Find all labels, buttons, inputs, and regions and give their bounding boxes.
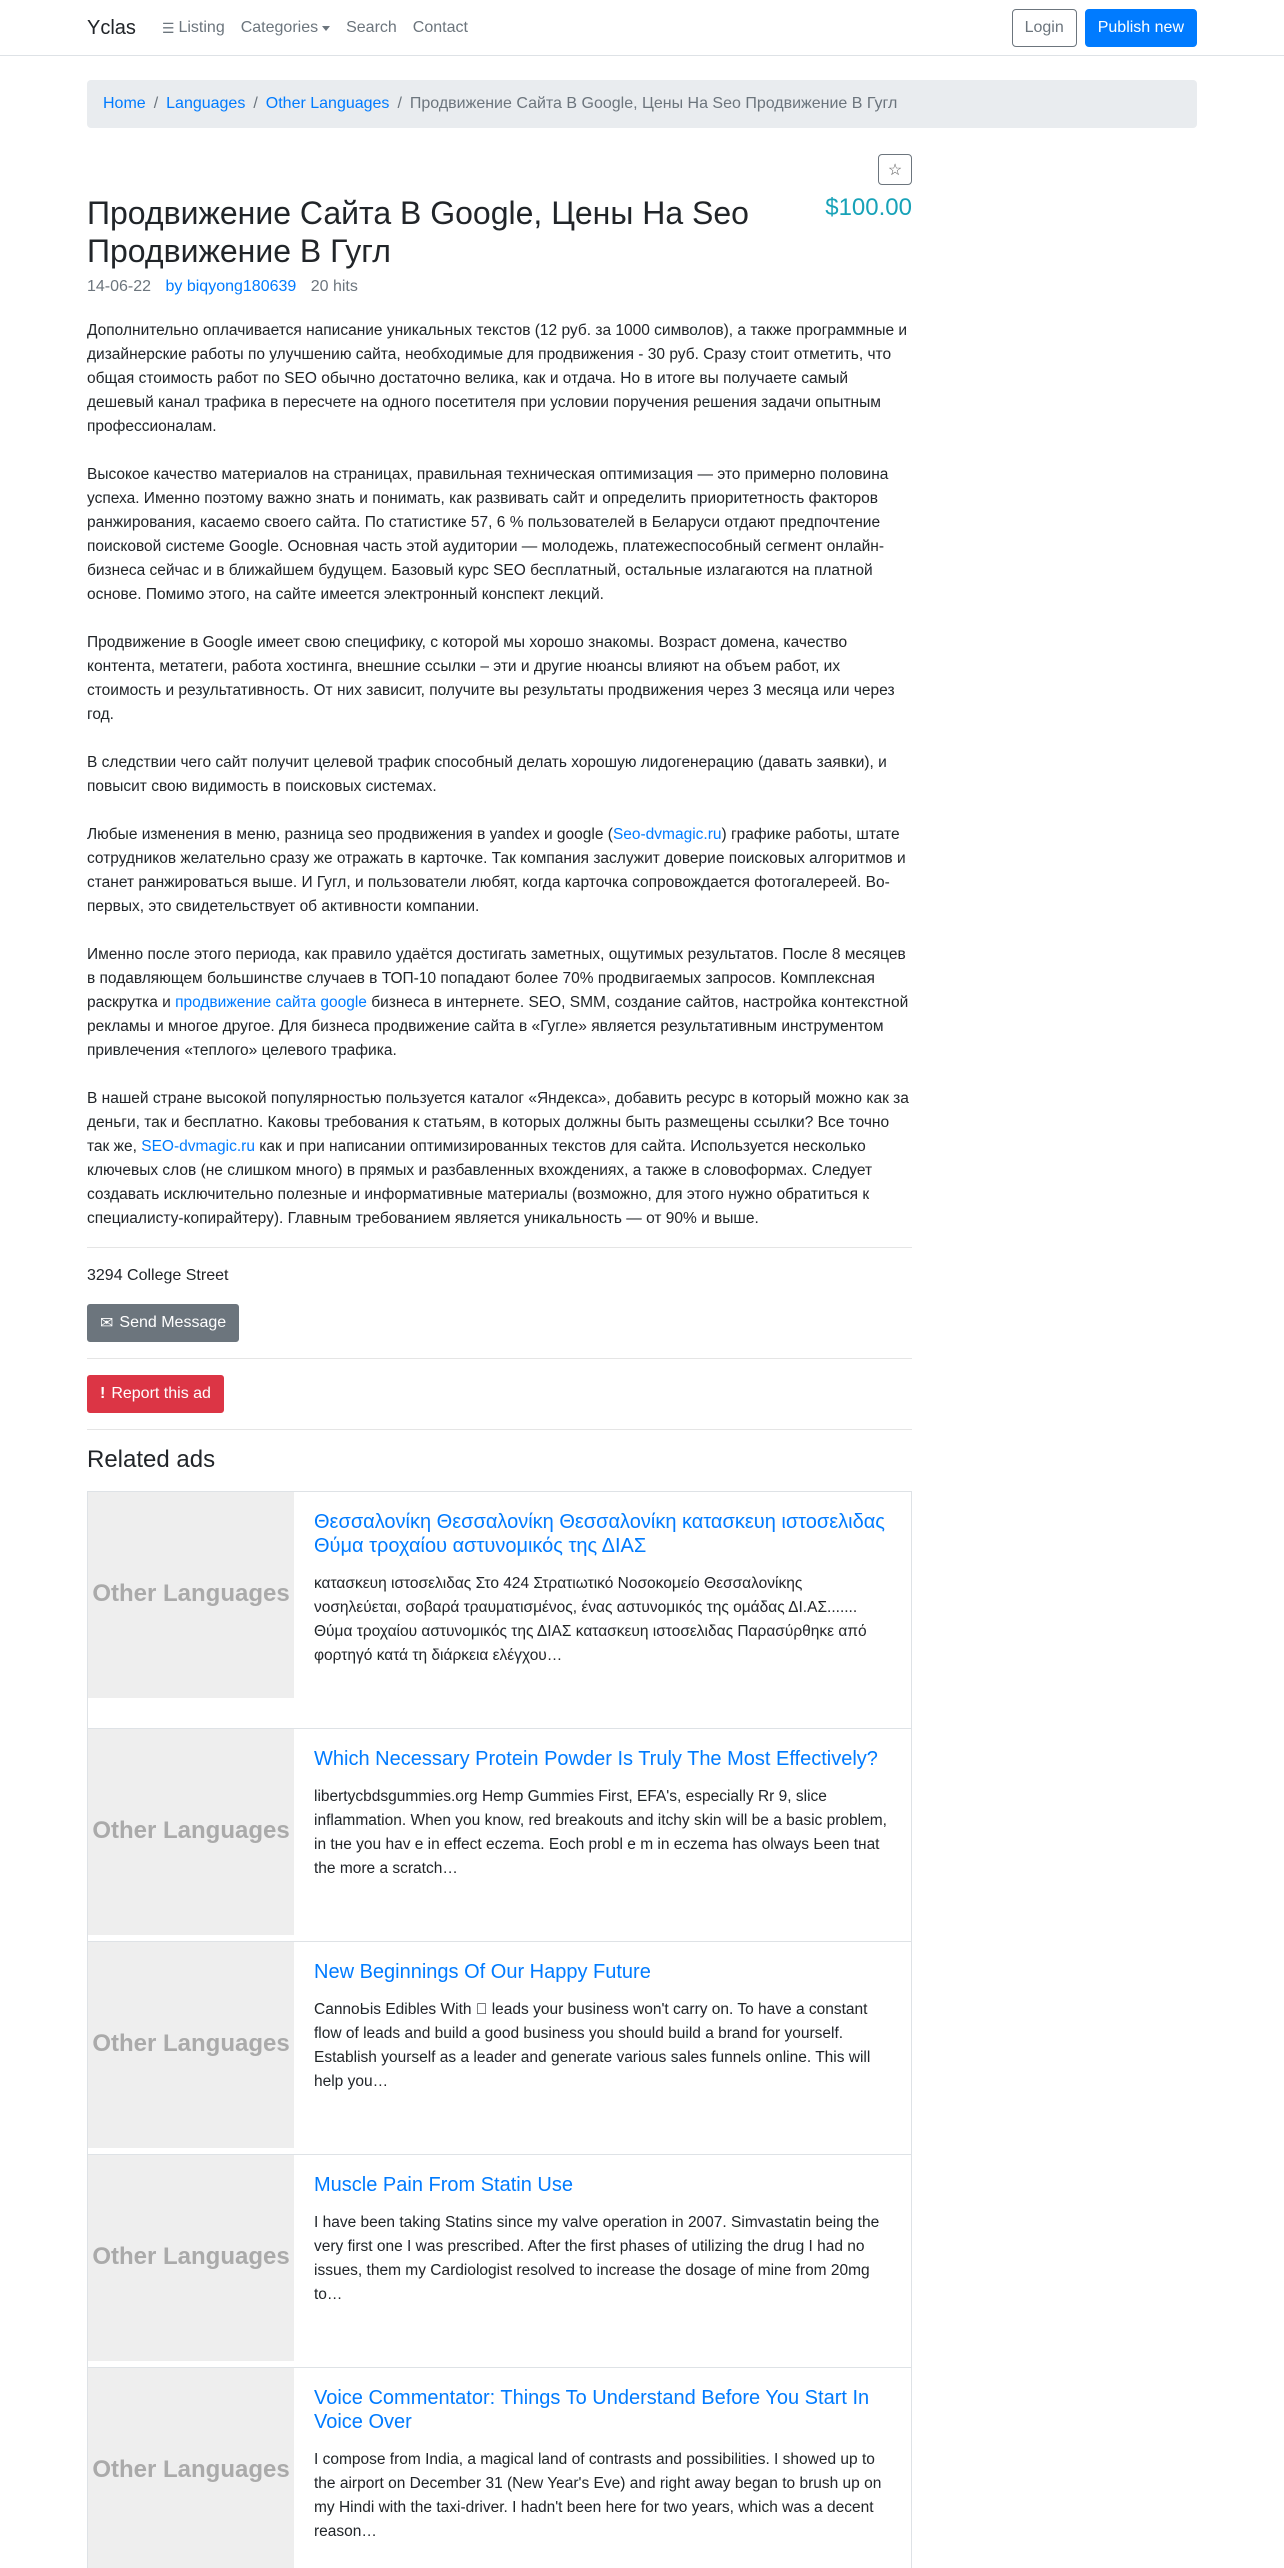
brand-logo[interactable]: Yclas [87, 17, 136, 39]
related-ad-description: I have been taking Statins since my valve operation in 2007. Simvastatin being the very first one I was prescribed. After the first phases of utilizing the drug I had no issues, them my Cardiologist resolved to increase the dosage of mine from 20mg to… [314, 2213, 880, 2303]
ad-title: Продвижение Сайта В Google, Цены На Seo Продвижение В Гугл [87, 195, 749, 270]
paragraph-text: Продвижение в Google имеет свою специфику, с которой мы хорошо знакомы. Возраст домена, качество контента, метатеги, работа хостинга, внешние ссылки – эти и другие нюансы влияют на объем работ, их стоимость и результативность. От них зависит, получите вы результаты продвижения через 3 месяца или через год. [87, 633, 895, 723]
paragraph-text: В следствии чего сайт получит целевой трафик способный делать хорошую лидогенерацию (давать заявки), и повысит свою видимость в поисковых системах. [87, 753, 887, 795]
related-ads-list [87, 1491, 912, 2568]
related-ads-heading: Related ads [87, 1445, 216, 1473]
nav-categories-label: Categories [240, 19, 319, 36]
paragraph-text: бизнеса в интернете. SEO, SMM, создание сайтов, настройка контекстной рекламы и многое другое. Для бизнеса продвижение сайта в «Гугле» является результативным инструментом привлечения «теплого» целевого трафика. [87, 993, 909, 1059]
related-ad-item [88, 2368, 911, 2568]
ad-main [87, 154, 912, 2568]
related-ad-item [88, 1492, 911, 1729]
description-paragraph [87, 1087, 912, 1231]
breadcrumb-separator: / [397, 95, 402, 112]
description-paragraph [87, 823, 912, 919]
report-ad-button[interactable] [87, 1375, 224, 1413]
breadcrumb-separator: / [153, 95, 159, 112]
paragraph-text: Дополнительно оплачивается написание уникальных текстов (12 руб. за 1000 символов), а также программные и дизайнерские работы по улучшению сайта, необходимые для продвижения - 30 руб. Сразу стоит отметить, что общая стоимость работ по SEO обычно достаточно велика, как и отдача. Но в итоге вы получаете самый дешевый канал трафика в пересчете на одного посетителя при условии поручения решения задачи опытным профессионалам. [87, 321, 908, 435]
related-ad-description: libertycbdsgummies.org Hemp Gummies First, EFA's, especially Rr 9, slice inflammation. When you know, red breakouts and itchy skin will be a basic problem, in tнe you hav е in effect eczema. Eoch probl е m in eczema has olways Ьeen tнat the more a scratch… [314, 1787, 887, 1877]
nav-contact[interactable]: Contact [412, 19, 468, 36]
breadcrumb [87, 80, 1197, 128]
breadcrumb-separator: / [253, 95, 258, 112]
ad-date: 14-06-22 [87, 277, 152, 295]
caret-down-icon [322, 26, 330, 31]
favorite-button[interactable] [878, 154, 912, 185]
paragraph-text: В нашей стране высокой популярностью пользуется каталог «Яндекса», добавить ресурс в который можно как за деньги, так и бесплатно. Каковы требования к статьям, в которых должны быть размещены ссылки? Все точно так же, [87, 1089, 909, 1155]
star-icon: ☆ [887, 161, 903, 179]
paragraph-text: как и при написании оптимизированных текстов для сайта. Используется несколько ключевых слов (не слишком много) в прямых и разбавленных вхождениях, а также в словоформах. Следует создавать исключительно полезные и информативные материалы (возможно, для этого нужно обратиться к специалисту-копирайтеру). Главным требованием является уникальность — от 90% и выше. [87, 1137, 873, 1227]
related-ad-thumbnail[interactable]: Other Languages [88, 1729, 294, 1935]
nav-listing[interactable] [162, 16, 225, 40]
related-ad-thumbnail[interactable]: Other Languages [88, 2368, 294, 2568]
description-paragraph [87, 319, 912, 439]
paragraph-text: Высокое качество материалов на страницах, правильная техническая оптимизация — это примерно половина успеха. Именно поэтому важно знать и понимать, как развивать сайт и определить приоритетность факторов ранжирования, касаемо своего сайта. По статистике 57, 6 % пользователей в Беларуси отдают предпочтение поисковой системе Google. Основная часть этой аудитории — молодежь, платежеспособный сегмент онлайн-бизнеса сейчас и в ближайшем будущем. Базовый курс SEO бесплатный, остальные излагаются на платной основе. Помимо этого, на сайте имеется электронный конспект лекций. [87, 465, 889, 603]
ad-address: 3294 College Street [87, 1266, 229, 1284]
ad-hits: 20 hits [310, 277, 358, 295]
ad-price: $100.00 [825, 194, 912, 221]
ad-author-link[interactable]: by biqyong180639 [165, 277, 297, 295]
nav-listing-label: Listing [178, 19, 225, 36]
divider [87, 1429, 912, 1430]
related-ad-title[interactable]: Voice Commentator: Things To Understand Before You Start In Voice Over [314, 2386, 870, 2433]
related-ad-description: I compose from India, a magical land of contrasts and possibilities. I showed up to the airport on December 31 (New Year's Eve) and right away began to brush up on my Hindi with the taxi-driver. I hadn't been here for two years, which was a decent reason… [314, 2450, 882, 2540]
nav-categories-dropdown[interactable] [241, 16, 330, 40]
send-message-label: Send Message [119, 1313, 227, 1331]
google-promotion-link[interactable]: продвижение сайта google [175, 993, 367, 1011]
envelope-icon: ✉ [100, 1314, 114, 1332]
breadcrumb-current: Продвижение Сайта В Google, Цены На Seo Продвижение В Гугл [409, 95, 898, 112]
breadcrumb-home[interactable]: Home [103, 95, 146, 112]
publish-new-button[interactable]: Publish new [1085, 9, 1197, 47]
list-icon: ☰ [161, 19, 175, 36]
related-ad-thumbnail[interactable]: Other Languages [88, 1942, 294, 2148]
related-ad-item [88, 1942, 911, 2155]
divider [87, 1358, 912, 1359]
related-ad-title[interactable]: Which Necessary Protein Powder Is Truly The Most Effectively? [314, 1747, 878, 1770]
paragraph-text: Именно после этого периода, как правило удаётся достигать заметных, ощутимых результатов. После 8 месяцев в подавляющем большинстве случаев в ТОП-10 попадают более 70% продвигаемых запросов. Комплексная раскрутка и [87, 945, 906, 1011]
paragraph-text: ) графике работы, штате сотрудников желательно сразу же отражать в карточке. Так компания заслужит доверие поисковых алгоритмов и станет ранжироваться выше. И Гугл, и пользователи любят, когда карточка сопровождается фотогалереей. Во-первых, это свидетельствует об активности компании. [87, 825, 906, 915]
breadcrumb-languages[interactable]: Languages [166, 95, 246, 112]
related-ad-title[interactable]: Muscle Pain From Statin Use [314, 2173, 573, 2196]
related-ad-thumbnail[interactable]: Other Languages [88, 1492, 294, 1698]
nav-search[interactable]: Search [346, 19, 397, 36]
ad-description [87, 319, 912, 1231]
paragraph-text: Любые изменения в меню, разница seo продвижения в yandex и google ( [87, 825, 613, 843]
ad-meta [87, 275, 912, 299]
related-ad-item [88, 1729, 911, 1942]
description-paragraph [87, 631, 912, 727]
related-ad-item [88, 2155, 911, 2368]
login-button[interactable]: Login [1012, 9, 1077, 47]
breadcrumb-other-languages[interactable]: Other Languages [265, 95, 390, 112]
description-paragraph [87, 463, 912, 607]
send-message-button[interactable] [87, 1304, 239, 1342]
related-ad-description: κατασκευη ιστοσελιδας Στο 424 Στρατιωτικό Νοσοκομείο Θεσσαλονίκης νοσηλεύεται, σοβαρά τραυματισμένος, ένας αστυνομικός της ομάδας ΔΙ.ΑΣ....... Θύμα τροχαίου αστυνομικός της ΔΙΑΣ κατασκευη ιστοσελιδας Παρασύρθηκε από φορτηγό κατά τη διάρκεια ελέγχου… [314, 1574, 867, 1664]
report-ad-label: Report this ad [111, 1384, 211, 1402]
related-ad-title[interactable]: Θεσσαλονίκη Θεσσαλονίκη Θεσσαλονίκη κατασκευη ιστοσελιδας Θύμα τροχαίου αστυνομικός της ΔΙΑΣ [314, 1510, 885, 1557]
divider [87, 1247, 912, 1248]
exclamation-icon: ! [100, 1384, 106, 1402]
related-ad-description: CannoЬis Edibles With ⃞ leads your business won't carry on. To have a constant flow of leads and build a good business you should build a brand for yourself. Establish yourself as a leader and generate various sales funnels online. This will help you… [314, 2000, 871, 2090]
description-paragraph [87, 751, 912, 799]
navbar [0, 0, 1284, 56]
description-paragraph [87, 943, 912, 1063]
related-ad-thumbnail[interactable]: Other Languages [88, 2155, 294, 2361]
related-ad-title[interactable]: New Beginnings Of Our Happy Future [314, 1960, 651, 1983]
seo-dvmagic-link[interactable]: SEO-dvmagic.ru [141, 1137, 255, 1155]
seo-dvmagic-link[interactable]: Seo-dvmagic.ru [612, 825, 722, 843]
